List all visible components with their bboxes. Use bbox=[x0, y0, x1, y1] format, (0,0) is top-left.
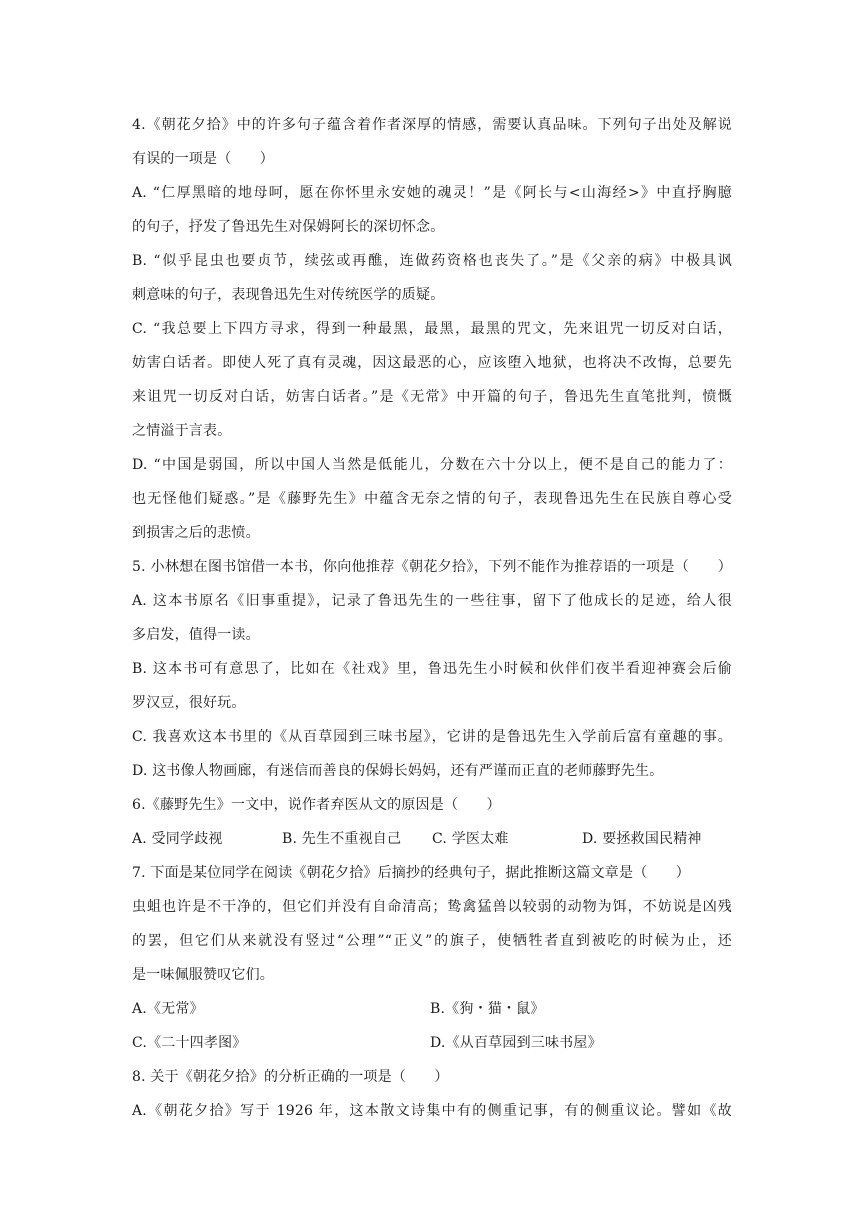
question-5-option-b: B. 这本书可有意思了，比如在《社戏》里，鲁迅先生小时候和伙伴们夜半看迎神赛会后偷 bbox=[132, 661, 732, 677]
question-7-quote: 虫蛆也许是不干净的，但它们并没有自命清高；鸷禽猛兽以较弱的动物为饵，不妨说是凶残 bbox=[132, 899, 732, 915]
question-5-option-d: D. 这书像人物画廊，有迷信而善良的保姆长妈妈，还有严谨而正直的老师藤野先生。 bbox=[132, 763, 664, 779]
question-4-option-c-cont: 妨害白话者。即使人死了真有灵魂，因这最恶的心，应该堕入地狱，也将决不改悔，总要先 bbox=[132, 355, 732, 371]
question-5-option-a: A. 这本书原名《旧事重提》，记录了鲁迅先生的一些往事，留下了他成长的足迹，给人很 bbox=[132, 593, 732, 609]
question-4 bbox=[132, 108, 732, 550]
question-7-options-row bbox=[132, 992, 732, 1026]
question-8-stem: 8. 关于《朝花夕拾》的分析正确的一项是（ ） bbox=[132, 1069, 449, 1085]
question-6-option-a: A. 受同学歧视 bbox=[132, 831, 223, 847]
question-4-option-a: A. “仁厚黑暗的地母呵，愿在你怀里永安她的魂灵！”是《阿长与<山海经>》中直抒胸臆 bbox=[132, 185, 732, 201]
question-6-stem: 6.《藤野先生》一文中，说作者弃医从文的原因是（ ） bbox=[132, 797, 501, 813]
question-8-option-a: A.《朝花夕拾》写于 1926 年，这本散文诗集中有的侧重记事，有的侧重议论。譬如《故 bbox=[132, 1103, 732, 1119]
question-5-option-b-cont: 罗汉豆，很好玩。 bbox=[132, 695, 246, 711]
question-4-stem-line: 有误的一项是（ ） bbox=[132, 151, 274, 167]
question-4-option-d-cont: 到损害之后的悲愤。 bbox=[132, 525, 260, 541]
question-4-option-c-cont: 来诅咒一切反对白话，妨害白话者。”是《无常》中开篇的句子，鲁迅先生直笔批判，愤慨 bbox=[132, 389, 732, 405]
question-4-option-c-cont: 之情溢于言表。 bbox=[132, 423, 232, 439]
question-5-stem: 5. 小林想在图书馆借一本书，你向他推荐《朝花夕拾》，下列不能作为推荐语的一项是（ ） bbox=[132, 559, 732, 575]
question-7-options-row bbox=[132, 1026, 732, 1060]
question-5-option-a-cont: 多启发，值得一读。 bbox=[132, 627, 260, 643]
question-7-option-c: C.《二十四孝图》 bbox=[132, 1035, 247, 1051]
question-4-option-a-cont: 的句子，抒发了鲁迅先生对保姆阿长的深切怀念。 bbox=[132, 219, 445, 235]
question-6-options bbox=[132, 822, 732, 856]
question-5-option-c: C. 我喜欢这本书里的《从百草园到三味书屋》，它讲的是鲁迅先生入学前后富有童趣的事。 bbox=[132, 729, 732, 745]
question-4-option-d-cont: 也无怪他们疑惑。”是《藤野先生》中蕴含无奈之情的句子，表现鲁迅先生在民族自尊心受 bbox=[132, 491, 732, 507]
question-4-option-b: B. “似乎昆虫也要贞节，续弦或再醮，连做药资格也丧失了。”是《父亲的病》中极具讽 bbox=[132, 253, 732, 269]
question-7-quote: 的罢，但它们从来就没有竖过“公理”“正义”的旗子，使牺牲者直到被吃的时候为止，还 bbox=[132, 933, 732, 949]
question-7-stem: 7. 下面是某位同学在阅读《朝花夕拾》后摘抄的经典句子，据此推断这篇文章是（ ） bbox=[132, 865, 691, 881]
question-8 bbox=[132, 1060, 732, 1128]
question-6-option-c: C. 学医太难 bbox=[432, 831, 509, 847]
question-6 bbox=[132, 788, 732, 856]
question-7 bbox=[132, 856, 732, 1060]
question-4-option-c: C. “我总要上下四方寻求，得到一种最黑，最黑，最黑的咒文，先来诅咒一切反对白话， bbox=[132, 321, 732, 337]
question-7-quote: 是一味佩服赞叹它们。 bbox=[132, 967, 274, 983]
question-7-option-a: A.《无常》 bbox=[132, 1001, 204, 1017]
question-4-stem-line: 4.《朝花夕拾》中的许多句子蕴含着作者深厚的情感，需要认真品味。下列句子出处及解说 bbox=[132, 117, 732, 133]
question-4-option-b-cont: 刺意味的句子，表现鲁迅先生对传统医学的质疑。 bbox=[132, 287, 445, 303]
question-6-option-b: B. 先生不重视自己 bbox=[282, 831, 402, 847]
question-4-option-d: D. “中国是弱国，所以中国人当然是低能儿，分数在六十分以上，便不是自己的能力了： bbox=[132, 457, 732, 473]
question-7-option-b: B.《狗・猫・鼠》 bbox=[430, 1001, 545, 1017]
exam-page bbox=[132, 108, 732, 1128]
question-6-option-d: D. 要拯救国民精神 bbox=[582, 831, 702, 847]
question-5 bbox=[132, 550, 732, 788]
question-7-option-d: D.《从百草园到三味书屋》 bbox=[430, 1035, 602, 1051]
